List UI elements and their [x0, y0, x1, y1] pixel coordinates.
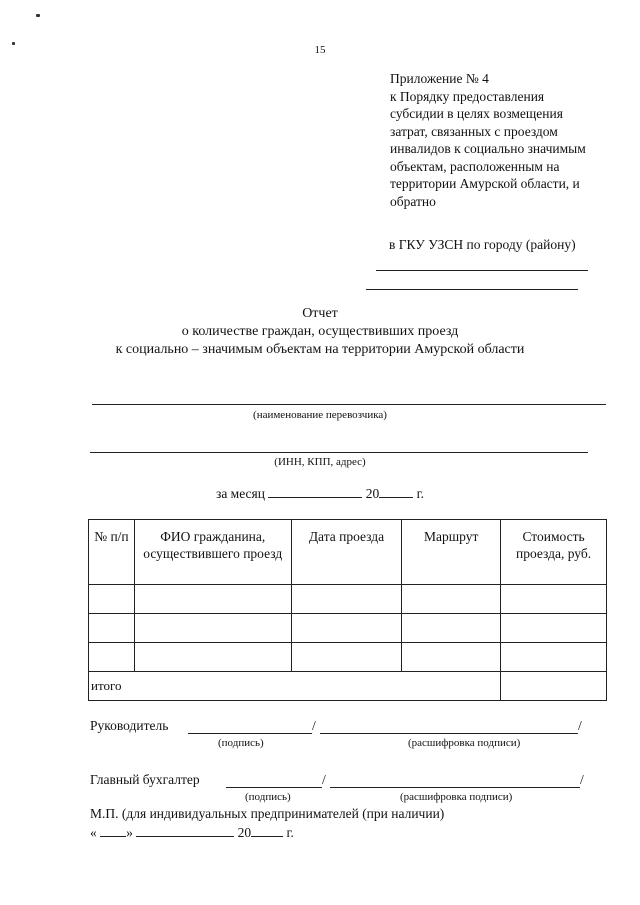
- table-row: [89, 614, 607, 643]
- table-cell[interactable]: [402, 614, 501, 643]
- table-cell[interactable]: [89, 585, 135, 614]
- head-signature-caption: (подпись): [218, 737, 264, 749]
- table-cell[interactable]: [89, 643, 135, 672]
- table-cell[interactable]: [501, 643, 607, 672]
- day-blank[interactable]: [100, 824, 126, 837]
- carrier-caption: (наименование перевозчика): [253, 409, 387, 421]
- table-cell[interactable]: [134, 643, 291, 672]
- page-number: 15: [314, 44, 326, 56]
- appendix-line: инвалидов к социально значимым: [390, 141, 586, 156]
- total-label: итого: [89, 672, 501, 701]
- appendix-line: к Порядку предоставления: [390, 88, 545, 104]
- header-route: Маршрут: [402, 520, 501, 585]
- header-fio: ФИО гражданина, осуществившего проезд: [134, 520, 291, 585]
- table-total-row: [89, 672, 607, 701]
- month-blank: [268, 485, 362, 498]
- year-blank: [379, 485, 413, 498]
- accountant-decode-line[interactable]: [330, 787, 580, 788]
- table-cell[interactable]: [402, 643, 501, 672]
- accountant-decode-caption: (расшифровка подписи): [400, 791, 513, 803]
- inn-line: [90, 452, 588, 453]
- slash: /: [322, 772, 326, 787]
- table-row: [89, 643, 607, 672]
- head-decode-caption: (расшифровка подписи): [408, 737, 521, 749]
- total-value-cell[interactable]: [501, 672, 607, 701]
- report-title: [0, 305, 640, 359]
- head-label: Руководитель: [90, 718, 169, 733]
- date-year-prefix: 20: [237, 825, 252, 840]
- appendix-line: Приложение № 4: [390, 71, 489, 86]
- table-cell[interactable]: [501, 614, 607, 643]
- table-cell[interactable]: [134, 585, 291, 614]
- header-cost: Стоимость проезда, руб.: [501, 520, 607, 585]
- date-open-quote: «: [90, 825, 97, 840]
- table-row: [89, 585, 607, 614]
- header-number: № п/п: [89, 520, 135, 585]
- date-year-suffix: г.: [286, 825, 294, 840]
- head-decode-line[interactable]: [320, 733, 578, 734]
- table-cell[interactable]: [89, 614, 135, 643]
- date-month-blank[interactable]: [136, 824, 234, 837]
- accountant-label: Главный бухгалтер: [90, 772, 200, 787]
- slash: /: [580, 772, 584, 787]
- month-prefix: за месяц: [215, 486, 265, 501]
- title-line-3: к социально – значимым объектам на территории Амурской области: [115, 342, 525, 357]
- appendix-line: субсидии в целях возмещения: [390, 106, 563, 121]
- date-close-quote: »: [126, 825, 133, 840]
- accountant-signature-caption: (подпись): [245, 791, 291, 803]
- table-cell[interactable]: [134, 614, 291, 643]
- appendix-line: объектам, расположенным на: [390, 158, 560, 174]
- table-header-row: [89, 520, 607, 585]
- stamp-label: М.П. (для индивидуальных предпринимателей (при наличии): [90, 806, 445, 821]
- date-line: [90, 824, 294, 841]
- month-year-suffix: г.: [416, 486, 424, 501]
- recipient-blank-line-2: [366, 289, 578, 290]
- table-cell[interactable]: [291, 643, 402, 672]
- slash: /: [312, 718, 316, 733]
- month-line: [0, 485, 640, 502]
- slash: /: [578, 718, 582, 733]
- appendix-line: территории Амурской области, и: [390, 176, 580, 191]
- table-cell[interactable]: [291, 614, 402, 643]
- table-cell[interactable]: [402, 585, 501, 614]
- report-table: [88, 519, 607, 701]
- appendix-line: обратно: [390, 193, 436, 209]
- title-line-1: Отчет: [302, 306, 338, 321]
- date-year-blank[interactable]: [251, 824, 283, 837]
- title-line-2: о количестве граждан, осуществивших проезд: [181, 324, 459, 339]
- appendix-block: [390, 70, 620, 210]
- recipient-blank-line-1: [376, 270, 588, 271]
- appendix-line: затрат, связанных с проездом: [390, 123, 558, 139]
- table-cell[interactable]: [291, 585, 402, 614]
- accountant-signature-line[interactable]: [226, 787, 322, 788]
- head-signature-line[interactable]: [188, 733, 312, 734]
- inn-caption: (ИНН, КПП, адрес): [274, 456, 366, 468]
- recipient-label: в ГКУ УЗСН по городу (району): [389, 237, 576, 252]
- scan-mark: [36, 14, 40, 17]
- month-year-prefix: 20: [365, 486, 380, 501]
- table-cell[interactable]: [501, 585, 607, 614]
- header-date: Дата проезда: [291, 520, 402, 585]
- carrier-name-line: [92, 404, 606, 405]
